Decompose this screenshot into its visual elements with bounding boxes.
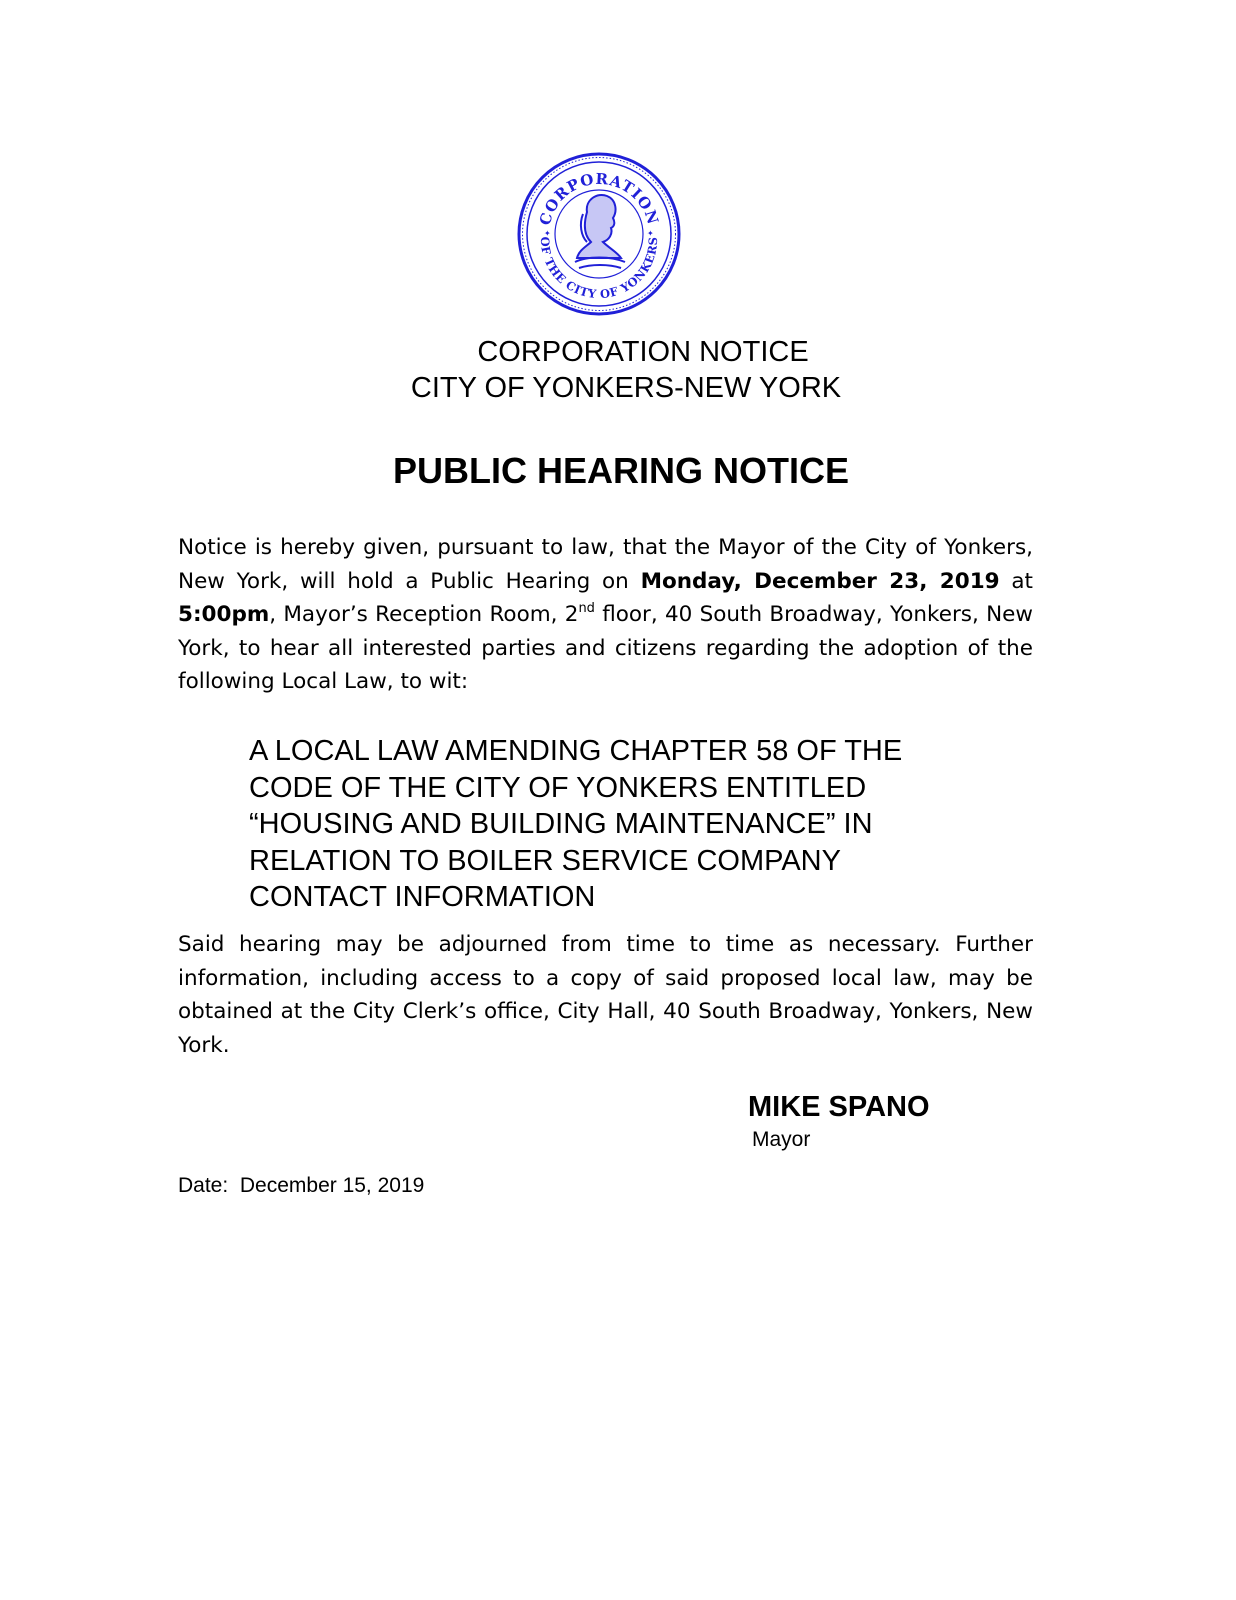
document-title: PUBLIC HEARING NOTICE bbox=[392, 450, 849, 491]
seal-bottom-text: OF THE CITY OF YONKERS bbox=[537, 236, 661, 302]
signatory-title: Mayor bbox=[752, 1128, 811, 1151]
city-seal bbox=[517, 152, 681, 316]
svg-text:✦: ✦ bbox=[544, 229, 551, 238]
date-label: Date: bbox=[178, 1174, 229, 1197]
paragraph-text: Notice is hereby given, pursuant to law, that the Mayor of the City of Yonkers, New York, will hold a Public Hearing on bbox=[178, 535, 1033, 594]
signatory-name: MIKE SPANO bbox=[748, 1091, 930, 1123]
ordinal-suffix: nd bbox=[578, 601, 595, 616]
notice-heading-line2: CITY OF YONKERS-NEW YORK bbox=[410, 372, 842, 404]
paragraph-text: at bbox=[999, 568, 1033, 594]
paragraph-text: floor, 40 South Broadway, Yonkers, New York, to hear all interested parties and citizens regarding the adoption of the following Local Law, to wit: bbox=[178, 602, 1033, 694]
hearing-date: Monday, December 23, 2019 bbox=[640, 568, 1000, 594]
hearing-paragraph bbox=[178, 531, 1033, 699]
seal-top-text: CORPORATION bbox=[535, 169, 663, 228]
law-line: “HOUSING AND BUILDING MAINTENANCE” IN bbox=[249, 808, 873, 840]
date-value: December 15, 2019 bbox=[239, 1174, 425, 1197]
date-line bbox=[178, 1173, 424, 1199]
adjournment-paragraph: Said hearing may be adjourned from time to time as necessary. Further information, including access to a copy of said proposed local law, may be obtained at the City Clerk’s office, City Hall, 40 South Broadway, Yonkers, New York. bbox=[178, 932, 1033, 1058]
law-line: A LOCAL LAW AMENDING CHAPTER 58 OF THE bbox=[249, 735, 903, 767]
law-line: CODE OF THE CITY OF YONKERS ENTITLED bbox=[249, 771, 867, 804]
local-law-title bbox=[249, 733, 1009, 916]
law-line: CONTACT INFORMATION bbox=[249, 881, 596, 913]
paragraph-text: , Mayor’s Reception Room, 2 bbox=[269, 602, 579, 627]
law-line: RELATION TO BOILER SERVICE COMPANY bbox=[249, 844, 841, 877]
notice-heading-line1: CORPORATION NOTICE bbox=[477, 336, 809, 368]
portrait-icon bbox=[575, 195, 625, 268]
svg-text:✦: ✦ bbox=[647, 229, 654, 238]
hearing-time: 5:00pm bbox=[178, 602, 270, 627]
